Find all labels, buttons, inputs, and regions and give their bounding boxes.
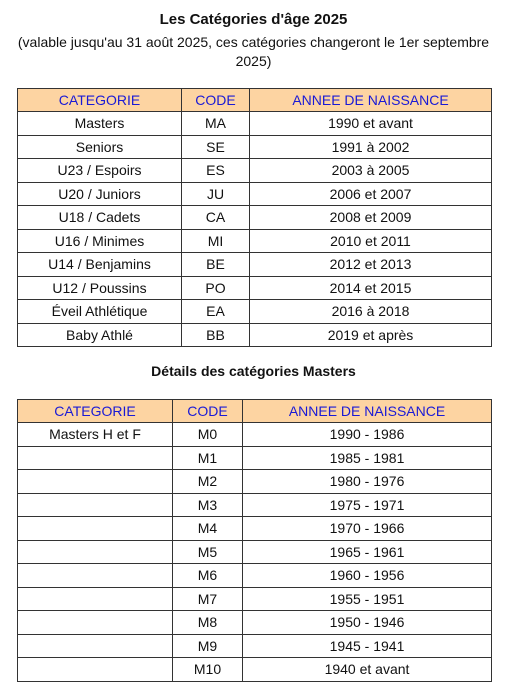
cell-code: M10 [173, 658, 243, 682]
cell-categorie: Baby Athlé [18, 323, 182, 347]
cell-code: JU [182, 182, 250, 206]
header-categorie: CATEGORIE [18, 89, 182, 112]
cell-code: MI [182, 229, 250, 253]
page-subtitle: (valable jusqu'au 31 août 2025, ces catégories changeront le 1er septembre 2025) [17, 34, 490, 69]
cell-code: M7 [173, 587, 243, 611]
cell-annee: 1945 - 1941 [243, 634, 492, 658]
header-code: CODE [173, 400, 243, 423]
table-row [18, 564, 492, 588]
table-row [18, 587, 492, 611]
age-categories-table [17, 88, 492, 347]
table-header-row [18, 400, 492, 423]
table-row [18, 182, 492, 206]
table-header-row [18, 89, 492, 112]
cell-annee: 2019 et après [250, 323, 492, 347]
cell-code: M2 [173, 470, 243, 494]
cell-annee: 1991 à 2002 [250, 135, 492, 159]
cell-annee: 1980 - 1976 [243, 470, 492, 494]
table-row [18, 159, 492, 183]
page-title: Les Catégories d'âge 2025 [159, 11, 348, 28]
cell-code: M1 [173, 446, 243, 470]
cell-code: SE [182, 135, 250, 159]
cell-categorie: Masters H et F [18, 423, 173, 447]
cell-categorie: Masters [18, 112, 182, 136]
table-row [18, 611, 492, 635]
cell-categorie [18, 470, 173, 494]
cell-categorie: U14 / Benjamins [18, 253, 182, 277]
cell-annee: 2008 et 2009 [250, 206, 492, 230]
header-annee: ANNEE DE NAISSANCE [250, 89, 492, 112]
cell-categorie: U12 / Poussins [18, 276, 182, 300]
header-categorie: CATEGORIE [18, 400, 173, 423]
table-row [18, 253, 492, 277]
cell-code: M8 [173, 611, 243, 635]
cell-code: PO [182, 276, 250, 300]
table-row [18, 135, 492, 159]
cell-categorie: U23 / Espoirs [18, 159, 182, 183]
table-row [18, 112, 492, 136]
table-row [18, 658, 492, 682]
table-row [18, 470, 492, 494]
cell-categorie [18, 517, 173, 541]
header-annee: ANNEE DE NAISSANCE [243, 400, 492, 423]
cell-annee: 2003 à 2005 [250, 159, 492, 183]
cell-code: BB [182, 323, 250, 347]
cell-code: M4 [173, 517, 243, 541]
cell-code: M3 [173, 493, 243, 517]
table-row [18, 423, 492, 447]
cell-annee: 1955 - 1951 [243, 587, 492, 611]
table-row [18, 323, 492, 347]
cell-categorie [18, 493, 173, 517]
cell-categorie [18, 634, 173, 658]
cell-code: CA [182, 206, 250, 230]
cell-annee: 1970 - 1966 [243, 517, 492, 541]
cell-annee: 2012 et 2013 [250, 253, 492, 277]
cell-code: M5 [173, 540, 243, 564]
masters-table [17, 399, 492, 682]
header-code: CODE [182, 89, 250, 112]
cell-code: MA [182, 112, 250, 136]
cell-annee: 1990 - 1986 [243, 423, 492, 447]
cell-annee: 1965 - 1961 [243, 540, 492, 564]
cell-annee: 1950 - 1946 [243, 611, 492, 635]
cell-annee: 2006 et 2007 [250, 182, 492, 206]
cell-categorie: U16 / Minimes [18, 229, 182, 253]
cell-categorie: Éveil Athlétique [18, 300, 182, 324]
cell-categorie: U20 / Juniors [18, 182, 182, 206]
cell-categorie [18, 611, 173, 635]
cell-annee: 1940 et avant [243, 658, 492, 682]
cell-annee: 2014 et 2015 [250, 276, 492, 300]
table-row [18, 517, 492, 541]
table-row [18, 206, 492, 230]
cell-code: M6 [173, 564, 243, 588]
cell-annee: 1975 - 1971 [243, 493, 492, 517]
cell-categorie: U18 / Cadets [18, 206, 182, 230]
cell-annee: 1960 - 1956 [243, 564, 492, 588]
table-row [18, 493, 492, 517]
cell-categorie [18, 540, 173, 564]
cell-categorie [18, 587, 173, 611]
cell-categorie [18, 446, 173, 470]
cell-annee: 2010 et 2011 [250, 229, 492, 253]
table-row [18, 446, 492, 470]
cell-annee: 1985 - 1981 [243, 446, 492, 470]
cell-categorie [18, 564, 173, 588]
table-row [18, 634, 492, 658]
table-row [18, 276, 492, 300]
table-row [18, 229, 492, 253]
cell-code: M0 [173, 423, 243, 447]
cell-code: BE [182, 253, 250, 277]
section-title: Détails des catégories Masters [151, 363, 356, 379]
cell-code: M9 [173, 634, 243, 658]
cell-code: EA [182, 300, 250, 324]
cell-annee: 2016 à 2018 [250, 300, 492, 324]
cell-annee: 1990 et avant [250, 112, 492, 136]
table-row [18, 300, 492, 324]
cell-categorie: Seniors [18, 135, 182, 159]
cell-code: ES [182, 159, 250, 183]
table-row [18, 540, 492, 564]
cell-categorie [18, 658, 173, 682]
